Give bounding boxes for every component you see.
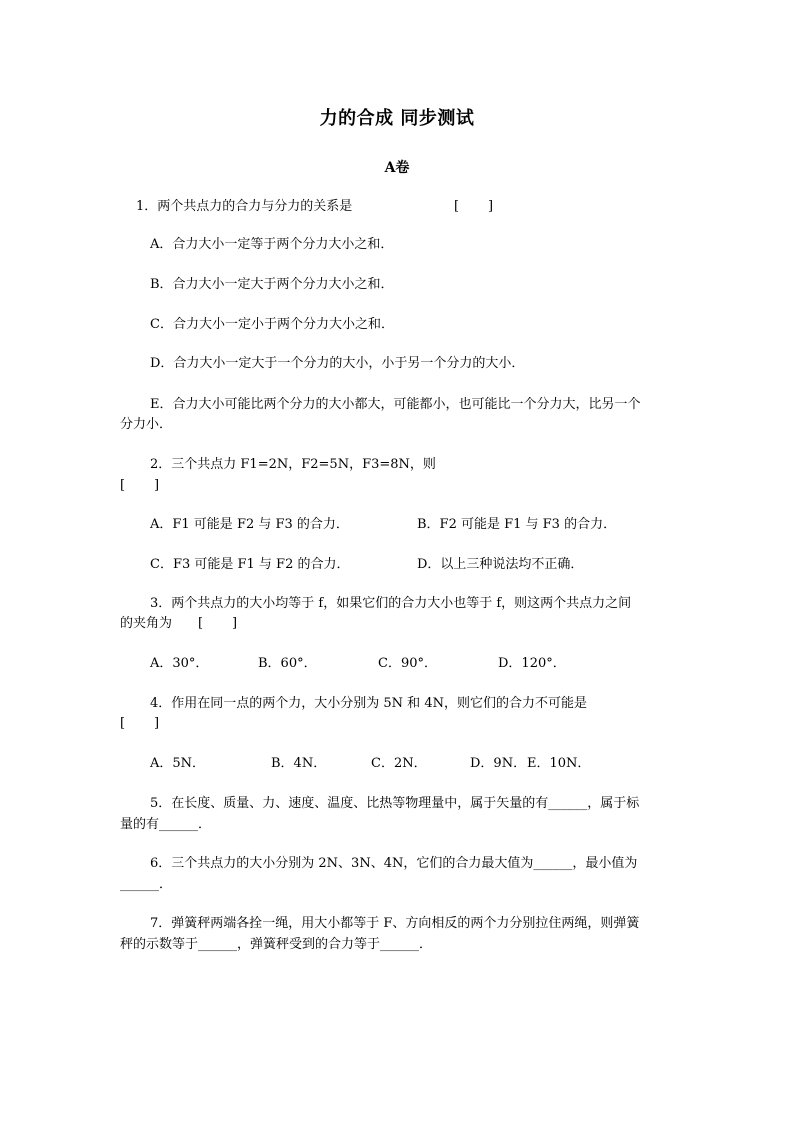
question-4-option-a: A．5N． — [150, 756, 206, 771]
question-5-line1: 5．在长度、质量、力、速度、温度、比热等物理量中，属于矢量的有______，属于标 — [150, 796, 640, 811]
question-2-answer-bracket: [ ] — [120, 478, 160, 493]
question-1-option-e-line1: E．合力大小可能比两个分力的大小都大，可能都小，也可能比一个分力大，比另一个 — [150, 397, 641, 412]
question-1-option-d: D．合力大小一定大于一个分力的大小，小于另一个分力的大小． — [150, 356, 525, 371]
question-7-line2: 秤的示数等于______，弹簧秤受到的合力等于______． — [120, 937, 433, 952]
question-3-option-c: C．90°． — [378, 656, 437, 671]
question-1-option-c: C．合力大小一定小于两个分力大小之和． — [150, 317, 394, 332]
question-1-option-a: A．合力大小一定等于两个分力大小之和． — [150, 237, 394, 252]
page-title: 力的合成 同步测试 — [319, 108, 475, 129]
question-1-option-b: B．合力大小一定大于两个分力大小之和． — [150, 277, 394, 292]
question-3-answer-bracket: [ ] — [198, 616, 238, 631]
question-3-stem-line1: 3．两个共点力的大小均等于 f，如果它们的合力大小也等于 f，则这两个共点力之间 — [150, 596, 632, 611]
question-4-stem: 4．作用在同一点的两个力，大小分别为 5N 和 4N，则它们的合力不可能是 — [150, 696, 587, 711]
question-3-option-d: D．120°． — [498, 656, 566, 671]
question-2-stem: 2．三个共点力 F1=2N，F2=5N，F3=8N，则 — [150, 457, 436, 472]
section-title: A卷 — [384, 160, 410, 176]
question-5-line2: 量的有______． — [120, 817, 212, 832]
question-3-option-a: A．30°． — [150, 656, 209, 671]
question-4-answer-bracket: [ ] — [120, 716, 160, 731]
question-4-option-c: C．2N． — [371, 756, 427, 771]
question-2-option-d: D．以上三种说法均不正确． — [417, 557, 584, 572]
question-2-option-b: B．F2 可能是 F1 与 F3 的合力． — [417, 517, 617, 532]
question-7-line1: 7．弹簧秤两端各拴一绳，用大小都等于 F、方向相反的两个力分别拉住两绳，则弹簧 — [150, 916, 640, 931]
question-3-option-b: B．60°． — [258, 656, 317, 671]
question-6-line2: ______． — [120, 877, 173, 892]
question-4-option-d: D．9N． — [470, 756, 527, 771]
question-1-answer-bracket: [ ] — [454, 199, 494, 214]
question-6-line1: 6．三个共点力的大小分别为 2N、3N、4N，它们的合力最大值为______，最小值为 — [150, 856, 638, 871]
question-4-option-b: B．4N． — [271, 756, 327, 771]
question-2-option-a: A．F1 可能是 F2 与 F3 的合力． — [150, 517, 349, 532]
question-4-option-e: E．10N． — [527, 756, 591, 771]
question-2-option-c: C．F3 可能是 F1 与 F2 的合力． — [150, 557, 350, 572]
question-3-stem-line2: 的夹角为 — [120, 616, 173, 631]
question-1-stem: 1．两个共点力的合力与分力的关系是 — [136, 199, 353, 214]
question-1-option-e-line2: 分力小． — [120, 417, 173, 432]
